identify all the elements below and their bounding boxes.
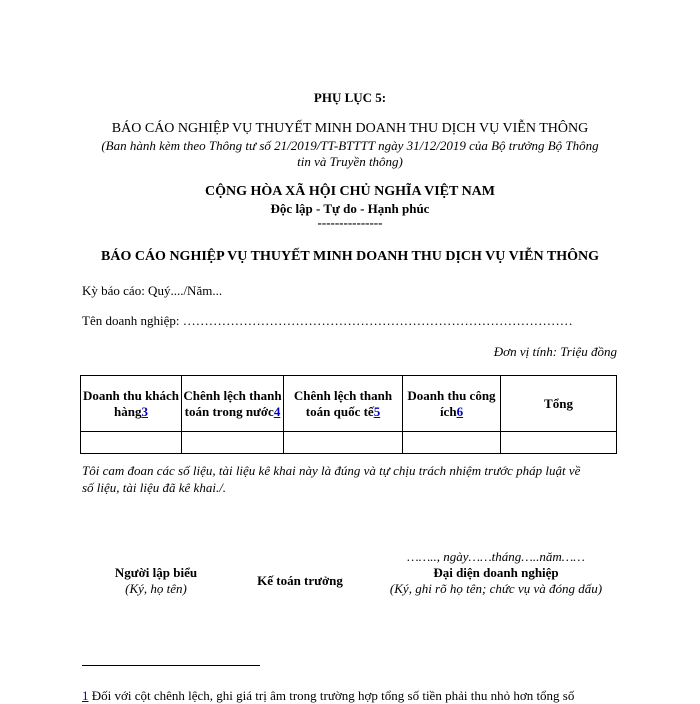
issued-note-line1: (Ban hành kèm theo Thông tư số 21/2019/TT-BTTTT ngày 31/12/2019 của Bộ trưởng Bộ Thông bbox=[101, 138, 599, 153]
company-name-line: Tên doanh nghiệp: ……………………………………………………………………………… bbox=[82, 313, 573, 328]
table-cell[interactable] bbox=[182, 432, 284, 454]
date-line: …….., ngày……tháng…..năm…… bbox=[407, 549, 585, 564]
footnote-ref[interactable]: 3 bbox=[141, 403, 148, 419]
header-public-service-revenue: Doanh thu công ích6 bbox=[403, 376, 501, 432]
preparer-title: Người lập biểu bbox=[114, 565, 198, 580]
report-title: BÁO CÁO NGHIỆP VỤ THUYẾT MINH DOANH THU DỊCH VỤ VIỄN THÔNG bbox=[101, 249, 599, 264]
national-motto: Độc lập - Tự do - Hạnh phúc bbox=[270, 201, 430, 216]
table-cell[interactable] bbox=[81, 432, 182, 454]
representative-signature bbox=[366, 565, 626, 597]
footnote bbox=[82, 688, 574, 704]
document-title: BÁO CÁO NGHIỆP VỤ THUYẾT MINH DOANH THU DỊCH VỤ VIỄN THÔNG bbox=[111, 121, 589, 136]
representative-note: (Ký, ghi rõ họ tên; chức vụ và đóng dấu) bbox=[389, 581, 603, 596]
table-header-row bbox=[81, 376, 617, 432]
footnote-ref[interactable]: 4 bbox=[273, 403, 281, 419]
national-title: CỘNG HÒA XÃ HỘI CHỦ NGHĨA VIỆT NAM bbox=[204, 184, 495, 199]
commitment-line2: số liệu, tài liệu đã kê khai./. bbox=[82, 480, 227, 495]
representative-title: Đại diện doanh nghiệp bbox=[433, 565, 559, 580]
preparer-note: (Ký, họ tên) bbox=[125, 581, 187, 596]
table-row bbox=[81, 432, 617, 454]
table-cell[interactable] bbox=[403, 432, 501, 454]
footnote-ref[interactable]: 5 bbox=[373, 403, 381, 419]
accountant-title: Kế toán trưởng bbox=[257, 573, 343, 588]
revenue-table bbox=[80, 375, 617, 454]
issued-note-line2: tin và Truyền thông) bbox=[297, 154, 403, 169]
footnote-text: Đối với cột chênh lệch, ghi giá trị âm trong trường hợp tổng số tiền phải thu nhỏ hơn tổng số bbox=[91, 688, 575, 703]
commitment-line1: Tôi cam đoan các số liệu, tài liệu kê khai này là đúng và tự chịu trách nhiệm trước pháp luật về bbox=[82, 463, 581, 478]
footnote-divider bbox=[82, 665, 260, 666]
header-customer-revenue: Doanh thu khách hàng3 bbox=[81, 376, 182, 432]
header-domestic-settlement: Chênh lệch thanh toán trong nước4 bbox=[182, 376, 284, 432]
report-period: Kỳ báo cáo: Quý..../Năm... bbox=[82, 283, 223, 298]
footnote-number[interactable]: 1 bbox=[82, 688, 89, 703]
preparer-signature bbox=[96, 565, 216, 597]
unit-label: Đơn vị tính: Triệu đồng bbox=[493, 344, 617, 359]
separator: --------------- bbox=[317, 215, 383, 230]
table-cell[interactable] bbox=[284, 432, 403, 454]
footnote-ref[interactable]: 6 bbox=[456, 403, 464, 419]
table-cell[interactable] bbox=[501, 432, 617, 454]
appendix-label: PHỤ LỤC 5: bbox=[313, 90, 387, 105]
header-international-settlement: Chênh lệch thanh toán quốc tế5 bbox=[284, 376, 403, 432]
header-total: Tổng bbox=[501, 376, 617, 432]
